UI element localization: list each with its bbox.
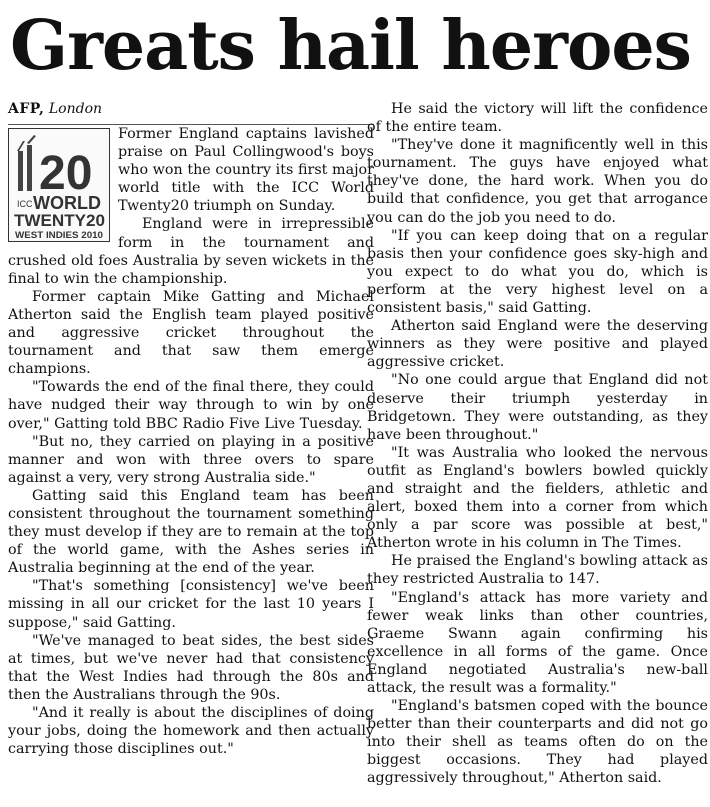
paragraph: Gatting said this England team has been consistent throughout the tournament something they must develop if they are to remain at the top of the world game, with the Ashes series in Australia beginning at the end of the year. [8,487,374,577]
article-column-left [8,100,374,758]
paragraph: "England's batsmen coped with the bounce better than their counterparts and did not go into their shell as teams often do on the biggest occasions. They had played aggressively throughout," Atherton said. [367,698,708,787]
logo-icc: ICC [17,199,33,209]
world-twenty20-logo [8,128,110,242]
paragraph: "England's attack has more variety and fewer weak links than other countries, Graeme Swann again confirming his excellence in all forms of the game. Once England negotiated Australia's new-ball attack, the result was a formality." [367,589,708,696]
paragraph: "That's something [consistency] we've been missing in all our cricket for the last 10 years I suppose," said Gatting. [8,578,374,631]
byline-city: London [48,101,103,117]
byline-agency: AFP, [8,101,45,117]
byline [8,100,374,118]
article-column-right [367,100,708,788]
paragraph: He said the victory will lift the confidence of the entire team. [367,101,708,136]
logo-big-number: 20 [39,147,93,200]
paragraph: "But no, they carried on playing in a positive manner and won with three overs to spare against a very, very strong Australia side." [8,433,374,486]
paragraph: England were in irrepressible form in the tournament and crushed old foes Australia by seven wickets in the final to win the championship. [8,216,374,287]
paragraph: Atherton said England were the deserving winners as they were positive and played aggressive cricket. [367,318,708,371]
paragraph: Former England captains lavished praise on Paul Collingwood's boys who won the country its first major world title with the ICC World Twenty20 triumph on Sunday. [118,126,374,215]
paragraph: "It was Australia who looked the nervous outfit as England's bowlers bowled quickly and straight and the fielders, athletic and alert, boxed them into a corner from which only a par score was possible at best," Atherton wrote in his column in The Times. [367,444,708,552]
paragraph: "Towards the end of the final there, they could have nudged their way through to win by one over," Gatting told BBC Radio Five Live Tuesday. [8,379,374,432]
logo-twenty20: TWENTY20 [14,211,105,230]
logo-world: WORLD [33,193,101,213]
headline: Greats hail heroes [10,6,691,86]
paragraph: "They've done it magnificently well in this tournament. The guys have enjoyed what they've done, the hard work. When you do build that confidence, you get that arrogance you can do the job you need to do. [367,137,708,226]
paragraph: "We've managed to beat sides, the best sides at times, but we've never had that consistency that the West Indies had through the 80s and then the Australians through the 90s. [8,632,374,703]
logo-edition: WEST INDIES 2010 [15,230,103,241]
paragraph: He praised the England's bowling attack as they restricted Australia to 147. [367,553,708,588]
paragraph: "No one could argue that England did not deserve their triumph yesterday in Bridgetown. They were outstanding, as they have been throughout." [367,372,708,443]
paragraph: "If you can keep doing that on a regular basis then your confidence goes sky-high and you expect to do what you do, which is perform at the very highest level on a consistent basis," said Gatting. [367,227,708,317]
paragraph: Former captain Mike Gatting and Michael Atherton said the English team played positive and aggressive cricket throughout the tournament and that saw them emerge champions. [8,288,374,378]
world-twenty20-logo-graphic [9,129,109,241]
paragraph: "And it really is about the disciplines of doing your jobs, doing the homework and then actually carrying those disciplines out." [8,705,374,758]
